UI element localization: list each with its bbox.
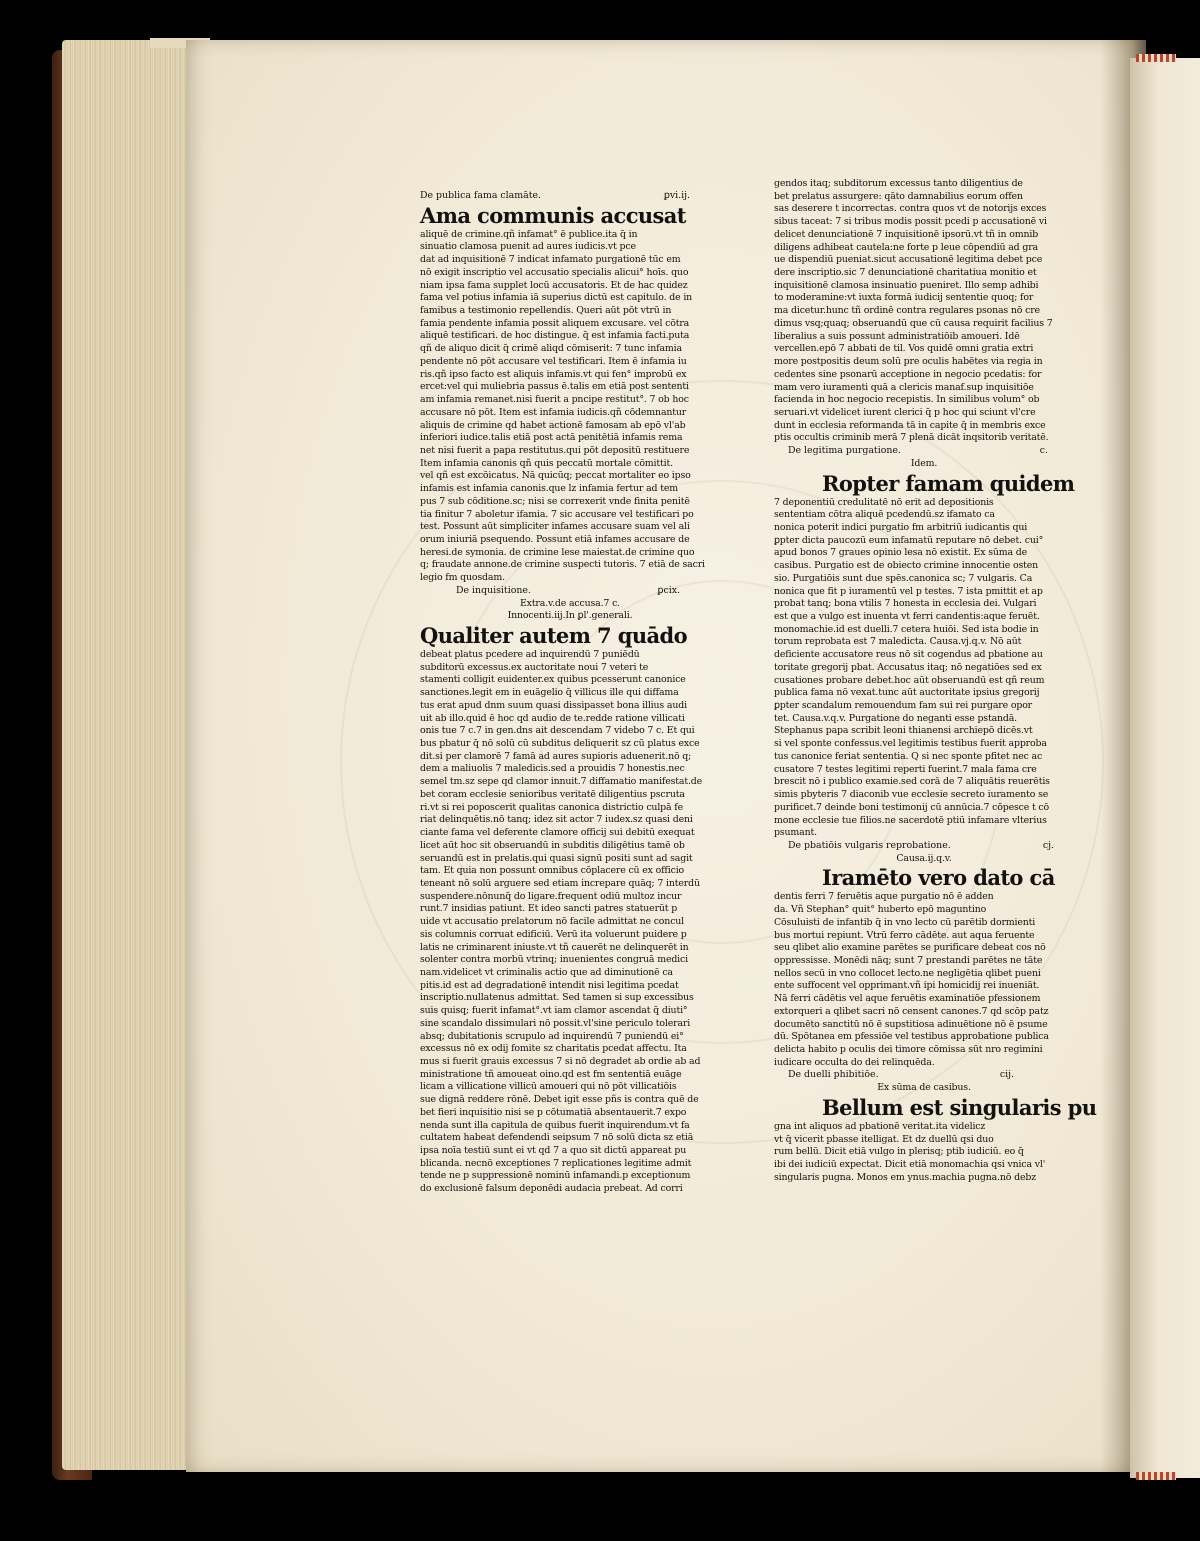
text-line: to moderamine:vt iuxta formā iudicij sententie quoq; for xyxy=(774,292,1034,304)
text-line: sibus taceat: 7 si tribus modis possit pcedi p accusationē vi xyxy=(774,216,1047,228)
text-line: sine scandalo dissimulari nō possit.vl'sine periculo tolerari xyxy=(420,1017,691,1029)
text-line: sis columnis corruat edificiū. Verū ita voluerunt puidere p xyxy=(420,928,687,940)
text-line: pendente nō pōt accusare vel testificari. Item ē infamia iu xyxy=(420,355,687,367)
text-line: sententiam cōtra aliquē pcedendū.sz ifamato ca xyxy=(774,509,995,521)
text-line: toritate gregorij pbat. Accusatus itaq; nō negatiōes sed ex xyxy=(774,661,1042,673)
section-heading: Iramēto vero dato cā xyxy=(822,865,1055,891)
text-line: tus canonice feriat sententia. Q si nec sponte pfitet nec ac xyxy=(774,750,1043,762)
left-text-block-1 xyxy=(420,229,720,585)
text-line: ipsa noīa testiū sunt ei vt qd 7 a quo sit dictū appareat pu xyxy=(420,1145,687,1157)
text-line: ꝑpter dicta paucozū eum infamatū reputare nō debet. cui° xyxy=(774,534,1044,546)
text-line: bus pbatur q̄ nō solū cū subditus deliquerit sz cū platus exce xyxy=(420,738,700,750)
text-line: casibus. Purgatio est de obiecto crimine innocentie osten xyxy=(774,560,1039,572)
running-title: De publica fama clamāte. xyxy=(420,190,542,201)
text-line: absq; dubitationis scrupulo ad inquirendū 7 puniendū ei° xyxy=(420,1030,684,1042)
text-line: extorqueri a qlibet sacri nō censent canones.7 qd scōp patz xyxy=(774,1005,1049,1017)
text-line: torum reprobata est 7 maledicta. Causa.vj.q.v. Nō aūt xyxy=(774,636,1022,648)
subheading-number: c. xyxy=(1039,445,1048,457)
text-line: est que a vulgo est inuenta vt ferri candentis:aque feruēt. xyxy=(774,611,1040,622)
text-line: sanctiones.legit em in euāgelio q̄ villicus ille qui diffama xyxy=(420,687,679,699)
text-line: ibi dei iudiciū expectat. Dicit etiā monomachia qsi vnica vl' xyxy=(774,1159,1046,1171)
text-line: mone ecclesie tue filios.ne sacerdotē ptiū infamare vlterius xyxy=(774,814,1047,826)
right-text-block-4 xyxy=(774,1121,1074,1185)
text-line: aliquē de crimine.qñ infamat° ē publice.ita q̄ in xyxy=(420,228,638,240)
text-line: onis tue 7 c.7 in gen.dns ait descendam 7 videbo 7 c. Et qui xyxy=(420,725,695,737)
text-line: da. Vñ Stephan° quit° huberto epō maguntino xyxy=(774,904,987,916)
text-line: simis pbyteris 7 diaconib vue ecclesie secreto iuramento se xyxy=(774,789,1049,801)
text-line: nonica poterit indici purgatio fm arbitriū iudicantis qui xyxy=(774,521,1028,533)
text-line: suis quisq; fuerit infamat°.vt iam clamor ascendat q̄ diuti° xyxy=(420,1005,688,1017)
text-line: aliquē testificari. de hoc distingue. q̄ est infamia facti.puta xyxy=(420,330,690,342)
text-line: nam.videlicet vt criminalis actio que ad diminutionē ca xyxy=(420,966,673,978)
text-line: delicet denunciationē 7 inquisitionē ipsorū.vt tñ in omnib xyxy=(774,228,1039,240)
headband-top xyxy=(1136,54,1176,62)
running-heading xyxy=(420,190,720,203)
text-line: bus mortui repiunt. Vtrū ferro cādēte. aut aqua feruente xyxy=(774,929,1035,941)
text-line: dentis ferri 7 feruētis aque purgatio nō ē adden xyxy=(774,891,994,903)
text-line: oppressisse. Monēdi nāq; sunt 7 prestandi parētes ne tāte xyxy=(774,954,1043,966)
text-line: seruari.vt videlicet iurent clerici q̄ p hoc qui sciunt vl'cre xyxy=(774,406,1036,418)
text-line: ris.qñ ipso facto est aliquis infamis.vt qui fen° improbū ex xyxy=(420,368,687,380)
text-line: purificet.7 deinde boni testimonij cū annūcia.7 cōpesce t cō xyxy=(774,801,1050,813)
text-line: monomachie.id est duelli.7 cetera huiōi. Sed ista bodie in xyxy=(774,623,1039,635)
text-line: sas deserere t incorrectas. contra quos vt de notorijs exces xyxy=(774,203,1047,215)
text-line: mus si fuerit grauis excessus 7 si nō degradet ab ordie ab ad xyxy=(420,1056,701,1067)
facing-page xyxy=(1130,58,1200,1478)
text-line: cedentes sine psonarū acceptione in negocio pcedatis: for xyxy=(774,368,1042,380)
text-line: mam vero iuramenti quā a clericis manaf.sup inquisitiōe xyxy=(774,381,1034,393)
section-heading: Ropter famam quidem xyxy=(822,470,1075,496)
text-line: documēto sanctitū nō ē supstitiosa adinuētione nō ē psume xyxy=(774,1018,1048,1030)
text-line: cusatore 7 testes legitimi reperti fuerint.7 mala fama cre xyxy=(774,763,1037,775)
subheading-title: De legitima purgatione. xyxy=(788,445,901,457)
text-line: bet prelatus assurgere: qāto damnabilius eorum offen xyxy=(774,190,1023,202)
text-line: dit.si per clamorē 7 famā ad aures supioris aduenerit.nō q; xyxy=(420,750,692,762)
text-line: tia finitur 7 aboletur ifamia. 7 sic accusare vel testificari po xyxy=(420,508,694,520)
text-line: nellos secū in vno collocet lecto.ne negligētia qlibet pueni xyxy=(774,967,1041,979)
right-text-block-3 xyxy=(774,891,1074,1069)
text-line: Nā ferri cādētis vel aque feruētis examinatiōe pfessionem xyxy=(774,993,1041,1005)
subheading-number: cij. xyxy=(999,1069,1014,1081)
headband-bottom xyxy=(1136,1472,1176,1480)
section-subheading xyxy=(774,445,1074,458)
text-line: tet. Causa.v.q.v. Purgatione do neganti esse pstandā. xyxy=(774,712,1018,724)
text-line: si vel sponte confessus.vel legitimis testibus fuerit approba xyxy=(774,738,1047,750)
text-line: sio. Purgatiōis sunt due spēs.canonica sc; 7 vulgaris. Ca xyxy=(774,572,1033,584)
text-line: facienda in hoc negocio recepistis. In similibus volum° ob xyxy=(774,394,1040,406)
text-line: am infamia remanet.nisi fuerit a pncipe restitut°. 7 ob hoc xyxy=(420,394,689,406)
left-column xyxy=(420,190,720,1196)
text-line: nonica que fit p iuramentū vel p testes. 7 ista pmittit et ap xyxy=(774,585,1043,597)
right-column xyxy=(774,178,1097,1184)
text-line: dū. Spōtanea em pfessiōe vel testibus approbatione publica xyxy=(774,1031,1049,1043)
text-line: inquisitionē clamosa insinuatio pueniret. Illo semp adhibi xyxy=(774,279,1039,291)
text-line: pitis.id est ad degradationē intendit nisi legitima pcedat xyxy=(420,979,679,991)
text-line: tam. Et quia non possunt omnibus cōplacere cū ex officio xyxy=(420,865,685,877)
text-line: sue dignā reddere rōnē. Debet igit esse pñs is contra quē de xyxy=(420,1094,699,1106)
text-line: fama vel potius infamia iā superius dictū est capitulo. de in xyxy=(420,292,693,304)
text-line: singularis pugna. Monos em ynus.machia pugna.nō debz xyxy=(774,1171,1037,1183)
text-line: ri.vt si rei poposcerit qualitas canonica districtio culpā fe xyxy=(420,801,684,813)
text-line: cultatem habeat defendendi seipsum 7 nō solū dicta sz etiā xyxy=(420,1132,694,1144)
left-text-block-2 xyxy=(420,649,720,1196)
text-line: dere inscriptio.sic 7 denunciationē charitatiua monitio et xyxy=(774,267,1037,279)
text-line: seruandū est in prelatis.qui quasi signū positi sunt ad sagit xyxy=(420,852,693,864)
text-line: semel tm.sz sepe qd clamor innuit.7 diffamatio manifestat.de xyxy=(420,776,703,788)
text-line: publica fama nō vexat.tunc aūt auctoritate ipsius gregorij xyxy=(774,687,1040,699)
text-line: uit ab illo.quid ē hoc qd audio de te.redde ratione villicati xyxy=(420,712,685,724)
text-line: pus 7 sub cōditione.sc; nisi se correxerit vnde finita penitē xyxy=(420,495,690,507)
subheading-title: De inquisitione. xyxy=(456,584,531,596)
text-line: suspendere.nōnunq̄ do ligare.frequent odiū multoz incur xyxy=(420,890,682,902)
text-line: accusare nō pōt. Item est infamia iudicis.qñ cōdemnantur xyxy=(420,406,687,418)
text-line: nenda sunt illa capitula de quibus fuerit inquirendum.vt fa xyxy=(420,1119,690,1131)
text-line: iudicare occulta do dei relinquēda. xyxy=(774,1056,935,1068)
source-reference: Ex sūma de casibus. xyxy=(877,1082,971,1094)
section-subheading xyxy=(774,1069,1074,1082)
text-line: brescit nō i publico examie.sed corā de 7 aliquātis reuerētis xyxy=(774,776,1050,788)
text-line: test. Possunt aūt simpliciter infames accusare suam vel ali xyxy=(420,521,690,533)
text-line: probat tanq; bona vtilis 7 honesta in ecclesia dei. Vulgari xyxy=(774,598,1037,610)
section-subheading xyxy=(420,585,720,598)
text-line: dem a maliuolis 7 maledicis.sed a prouidis 7 honestis.nec xyxy=(420,763,685,775)
text-line: dimus vsq;quaq; obseruandū que cū causa requirit facilius 7 xyxy=(774,317,1053,329)
text-line: infamis est infamia canonis.que lz infamia fertur ad tem xyxy=(420,483,678,495)
text-line: qñ de aliquo dicit q̄ crimē aliqd cōmiserit: 7 tunc infamia xyxy=(420,343,682,355)
text-line: diligens adhibeat cautela:ne forte p leue cōpendiū ad gra xyxy=(774,241,1038,253)
text-line: licam a villicatione villicū amoueri qui nō pōt villicatiōis xyxy=(420,1081,677,1093)
text-line: 7 deponentiū credulitatē nō erit ad depositionis xyxy=(774,496,994,508)
text-line: solenter contra morbū vtrinq; inuenientes congruā medici xyxy=(420,954,688,966)
source-reference: Idem. xyxy=(910,457,938,469)
text-line: dunt in ecclesia reformanda tā in capite q̄ in membris exce xyxy=(774,419,1046,431)
text-line: Cōsuluisti de infantib q̄ in vno lecto cū parētib dormienti xyxy=(774,916,1036,928)
text-line: heresi.de symonia. de crimine lese maiestat.de crimine quo xyxy=(420,546,695,558)
text-line: vt q̄ vicerit pbasse itelligat. Et dz duellū qsi duo xyxy=(774,1133,994,1145)
text-line: Stephanus papa scribit leoni thianensi archiepō dicēs.vt xyxy=(774,725,1033,737)
text-line: vercellen.epō 7 abbati de til. Vos quidē omni gratia extri xyxy=(774,343,1034,355)
text-line: blicanda. necnō exceptiones 7 replicationes legitime admit xyxy=(420,1157,692,1169)
text-line: gendos itaq; subditorum excessus tanto diligentius de xyxy=(774,178,1023,189)
text-line: seu qlibet alio examine parētes se purificare debeat cos nō xyxy=(774,942,1046,954)
text-line: runt.7 insidias patiunt. Et ideo sancti patres statuerūt p xyxy=(420,903,678,915)
text-line: psumant. xyxy=(774,827,817,839)
text-line: do exclusionē falsum deponēdi audacia prebeat. Ad corri xyxy=(420,1183,683,1195)
text-line: nō exigit inscriptio vel accusatio specialis alicui° hoīs. quo xyxy=(420,266,689,278)
section-heading: Qualiter autem 7 quādo xyxy=(420,623,687,648)
source-reference: Causa.ij.q.v. xyxy=(896,852,952,864)
text-line: tus erat apud dnm suum quasi dissipasset bona illius audi xyxy=(420,699,687,711)
text-line: vel qñ est excōicatus. Nā quicūq; peccat mortaliter eo ipso xyxy=(420,470,691,482)
text-line: inferiori iudice.talis etiā post actā penitētiā infamis rema xyxy=(420,432,683,444)
text-line: famibus a testimonio repellendis. Queri aūt pōt vtrū in xyxy=(420,305,672,317)
text-line: ptis occultis criminib merā 7 plenā dicāt inqsitorib veritatē. xyxy=(774,432,1049,444)
text-line: ma dicetur.hunc tñ ordinē contra regulares psonas nō cre xyxy=(774,305,1040,317)
text-line: dat ad inquisitionē 7 indicat infamato purgationē tūc em xyxy=(420,254,681,266)
subheading-number: cj. xyxy=(1042,839,1054,851)
text-line: legio fm quosdam. xyxy=(420,572,505,584)
text-line: rum bellū. Dicit etiā vulgo in plerisq; ptib iudiciū. eo q̄ xyxy=(774,1146,1024,1158)
text-line: tende ne p suppressionē nominū infamandi.p exceptionum xyxy=(420,1170,691,1182)
text-line: more postpositis deum solū pre oculis habētes via regia in xyxy=(774,356,1043,368)
right-text-block-2 xyxy=(774,497,1074,840)
section-heading: Bellum est singularis pu xyxy=(822,1094,1097,1120)
text-line: Item infamia canonis qñ quis peccatū mortale cōmittit. xyxy=(420,457,673,469)
text-line: excessus nō ex odij fomite sz charitatis pcedat affectu. Ita xyxy=(420,1043,687,1055)
text-line: q; fraudate annone.de crimine suspecti tutoris. 7 etiā de sacri xyxy=(420,559,705,571)
subheading-number: ꝑcix. xyxy=(657,584,680,596)
text-line: sinuatio clamosa puenit ad aures iudicis.vt pce xyxy=(420,241,636,253)
section-initial-heading: Ama communis accusat xyxy=(420,202,686,228)
text-line: ministratione tñ amoueat oino.qd est fm sententiā euāge xyxy=(420,1068,682,1080)
source-reference: Innocenti.iij.In ꝑl'.generali. xyxy=(507,610,633,622)
text-line: gna int aliquos ad pbationē veritat.ita videlicz xyxy=(774,1120,986,1132)
folio-number: ꝑvi.ij. xyxy=(663,190,690,201)
text-line: ue dispendiū pueniat.sicut accusationē legitima debet pce xyxy=(774,254,1043,266)
text-line: niam ipsa fama supplet locū accusatoris. Et de hac quidez xyxy=(420,279,688,291)
text-line: ciante fama vel deferente clamore officij sui debitū exequat xyxy=(420,827,695,839)
text-line: bet fieri inquisitio nisi se p cōtumatiā absentauerit.7 expo xyxy=(420,1106,687,1118)
right-text-block-1 xyxy=(774,178,1074,445)
text-line: ente suffocent vel opprimant.vñ ipi homicidij rei inueniāt. xyxy=(774,980,1040,992)
text-line: debeat platus pcedere ad inquirendū 7 puniēdū xyxy=(420,649,640,660)
text-line: teneant nō solū arguere sed etiam increpare quāq; 7 interdū xyxy=(420,877,700,889)
source-reference: Extra.v.de accusa.7 c. xyxy=(519,597,621,609)
text-line: net nisi fuerit a papa restitutus.qui pōt depositū restituere xyxy=(420,444,690,456)
text-line: riat delinquētis.nō tanq; idez sit actor 7 iudex.sz quasi deni xyxy=(420,814,693,826)
subheading-title: De pbatiōis vulgaris reprobatione. xyxy=(788,839,951,851)
text-line: uide vt accusatio prelatorum nō facile admittat ne concul xyxy=(420,916,685,928)
text-line: liberalius a suis possunt administratiōib amoueri. Idē xyxy=(774,330,1020,342)
text-line: subditorū excessus.ex auctoritate noui 7 veteri te xyxy=(420,661,649,673)
section-subheading xyxy=(774,840,1074,853)
text-line: ercet:vel qui muliebria passus ē.talis em etiā post sententi xyxy=(420,381,689,393)
text-line: famia pendente infamia possit aliquem excusare. vel cōtra xyxy=(420,317,690,329)
text-line: ꝑpter scandalum remouendum fam sui rei purgare opor xyxy=(774,700,1033,712)
text-line: licet aūt hoc sit obseruandū in subditis diligētius tamē ob xyxy=(420,839,685,851)
text-line: aliquis de crimine qd habet actionē famosam ab epō vl'ab xyxy=(420,419,686,431)
text-line: latis ne criminarent iniuste.vt tñ cauerēt ne delinquerēt in xyxy=(420,941,689,953)
text-line: deficiente accusatore reus nō sit cogendus ad pbatione au xyxy=(774,649,1043,661)
subheading-title: De duelli phibitiōe. xyxy=(788,1069,879,1081)
text-line: orum iniuriā psequendo. Possunt etiā infames accusare de xyxy=(420,533,690,545)
text-line: delicta habito p oculis dei timore cōmissa sūt nro regimini xyxy=(774,1044,1043,1055)
text-line: bet coram ecclesie senioribus veritatē diligentius pscruta xyxy=(420,788,685,800)
text-line: inscriptio.nullatenus admittat. Sed tamen si sup excessibus xyxy=(420,992,694,1004)
text-line: stamenti colligit euidenter.ex quibus pcesserunt canonice xyxy=(420,674,686,686)
text-line: apud bonos 7 graues opinio lesa nō existit. Ex sūma de xyxy=(774,547,1028,559)
text-line: cusationes probare debet.hoc aūt obseruandū est qñ reum xyxy=(774,674,1045,686)
